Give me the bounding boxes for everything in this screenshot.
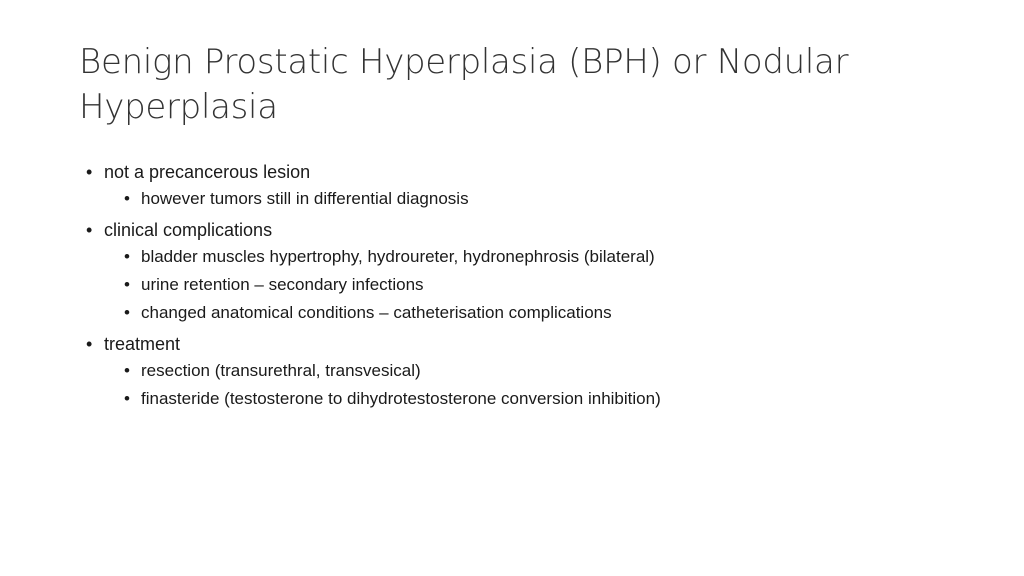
bullet-item-treatment [86, 332, 746, 410]
sub-bullet-text: changed anatomical conditions – catheterisation complications [141, 303, 612, 322]
bullet-list [86, 160, 746, 410]
sub-bullet-text: urine retention – secondary infections [141, 275, 424, 294]
sub-bullet-text: resection (transurethral, transvesical) [141, 361, 421, 380]
sub-bullet-text: bladder muscles hypertrophy, hydroureter, hydronephrosis (bilateral) [141, 247, 655, 266]
sub-bullet-item [124, 302, 746, 324]
sub-bullet-glyph: • [124, 389, 130, 408]
bullet-glyph: • [86, 334, 93, 354]
sub-bullet-list [104, 246, 746, 324]
sub-bullet-glyph: • [124, 275, 130, 294]
sub-bullet-item [124, 388, 746, 410]
slide-content [86, 160, 746, 418]
sub-bullet-glyph: • [124, 247, 130, 266]
sub-bullet-glyph: • [124, 303, 130, 322]
sub-bullet-list [104, 188, 746, 210]
sub-bullet-item [124, 274, 746, 296]
sub-bullet-item [124, 188, 746, 210]
bullet-text: not a precancerous lesion [104, 162, 311, 182]
sub-bullet-item [124, 360, 746, 382]
bullet-text: treatment [104, 334, 181, 354]
bullet-item-clinical-complications [86, 218, 746, 324]
slide-title: Benign Prostatic Hyperplasia (BPH) or Nodular Hyperplasia [79, 42, 849, 127]
bullet-glyph: • [86, 220, 93, 240]
sub-bullet-glyph: • [124, 361, 130, 380]
sub-bullet-text: however tumors still in differential diagnosis [141, 189, 469, 208]
sub-bullet-text: finasteride (testosterone to dihydrotestosterone conversion inhibition) [141, 389, 661, 408]
bullet-glyph: • [86, 162, 93, 182]
bullet-text: clinical complications [104, 220, 273, 240]
bullet-item-precancerous [86, 160, 746, 210]
sub-bullet-glyph: • [124, 189, 130, 208]
sub-bullet-list [104, 360, 746, 410]
sub-bullet-item [124, 246, 746, 268]
